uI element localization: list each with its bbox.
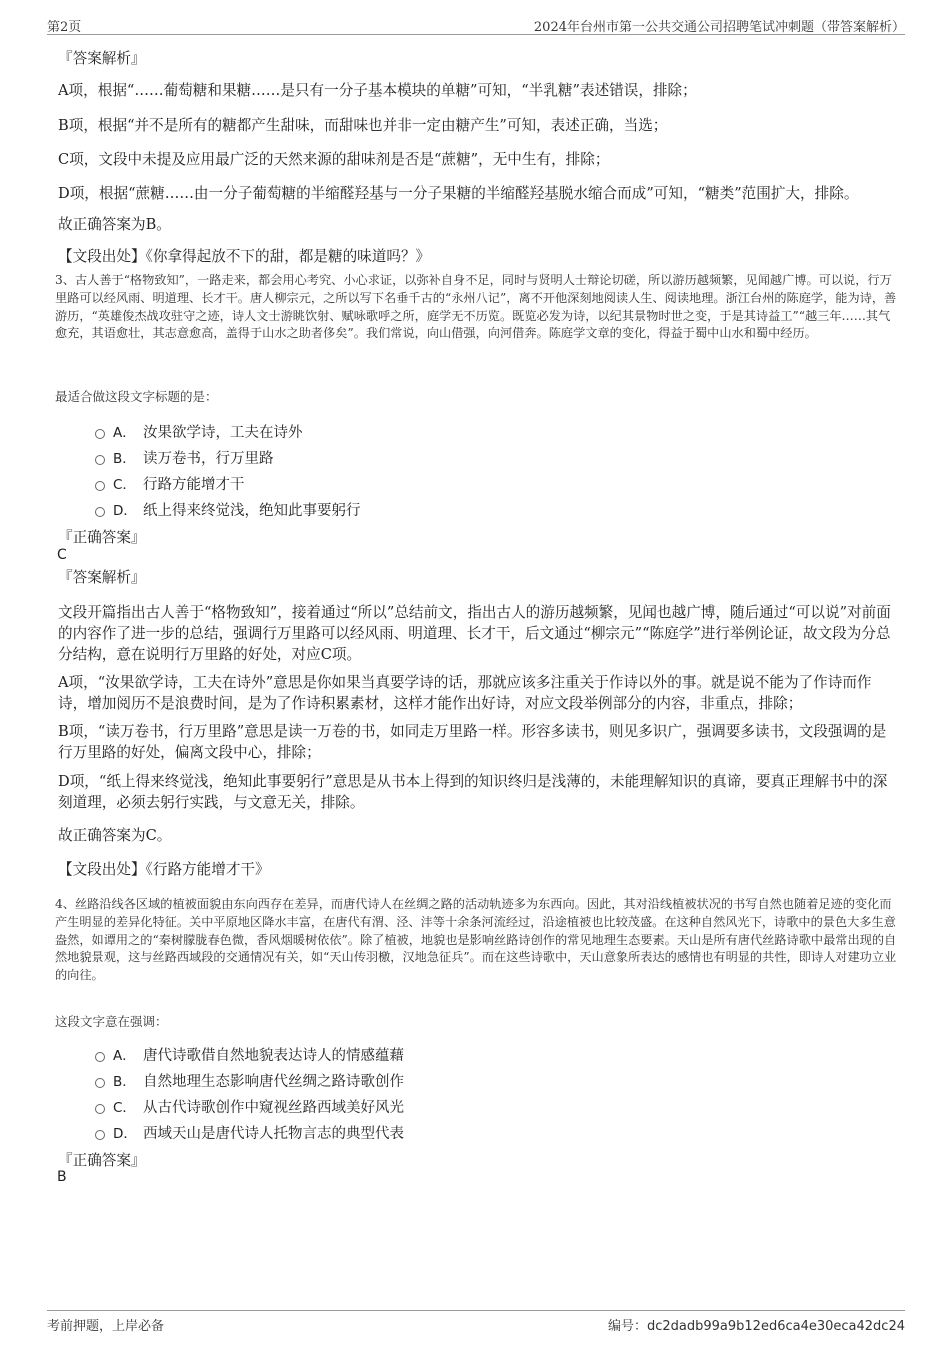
q2-conclusion: 故正确答案为B。 [58, 216, 171, 233]
q4-option-b[interactable]: B． 自然地理生态影响唐代丝绸之路诗歌创作 [95, 1070, 404, 1092]
q3-correct-label: 『正确答案』 [58, 529, 146, 546]
q3-analysis-b: B项，“读万卷书，行万里路”意思是读一万卷的书，如同走万里路一样。形容多读书，则见多识广，强调要多读书，文段强调的是行万里路的好处，偏离文段中心，排除； [58, 723, 887, 761]
q2-source: 【文段出处】《你拿得起放不下的甜，都是糖的味道吗？》 [58, 248, 431, 265]
q3-option-b[interactable]: B． 读万卷书，行万里路 [95, 447, 274, 469]
footer-slogan: 考前押题，上岸必备 [47, 1319, 165, 1334]
q3-option-c[interactable]: C． 行路方能增才干 [95, 473, 245, 495]
q3-correct-answer: C [57, 547, 67, 563]
radio-icon[interactable] [95, 481, 105, 491]
q4-option-a[interactable]: A． 唐代诗歌借自然地貌表达诗人的情感蕴藉 [95, 1044, 404, 1066]
q2-analysis-b: B项，根据“并不是所有的糖都产生甜味，而甜味也并非一定由糖产生”可知，表述正确，当选； [58, 117, 668, 134]
q2-analysis-c: C项，文段中未提及应用最广泛的天然来源的甜味剂是否是“蔗糖”，无中生有，排除； [58, 151, 610, 168]
q4-passage: 4、丝路沿线各区域的植被面貌由东向西存在差异，而唐代诗人在丝绸之路的活动轨迹多为东西向。因此，其对沿线植被状况的书写自然也随着足迹的变化而产生明显的差异化特征。关中平原地区降水丰富，在唐代有渭、泾、沣等十余条河流经过，沿途植被也比较茂盛。在这种自然风光下，诗歌中的景色大多生意盎然，如谭用之的“秦树朦胧春色微，香风烟暖树依依”。除了植被，地貌也是影响丝路诗创作的常见地理生态要素。天山是所有唐代丝路诗歌中最常出现的自然地貌景观，这与丝路西域段的交通情况有关，如“天山传羽檄，汉地急征兵”。而在这些诗歌中，天山意象所表达的感情也有明显的共性，即诗人对建功立业的向往。 [55, 897, 897, 983]
page-number: 第2页 [47, 20, 82, 35]
q2-analysis-d: D项，根据“蔗糖……由一分子葡萄糖的半缩醛羟基与一分子果糖的半缩醛羟基脱水缩合而成”可知，“糖类”范围扩大，排除。 [58, 185, 859, 202]
q4-question: 这段文字意在强调： [55, 1014, 168, 1029]
radio-icon[interactable] [95, 455, 105, 465]
q2-analysis-a: A项，根据“……葡萄糖和果糖……是只有一分子基本模块的单糖”可知，“半乳糖”表述错误，排除； [58, 82, 697, 99]
radio-icon[interactable] [95, 1104, 105, 1114]
radio-icon[interactable] [95, 507, 105, 517]
document-code: 编号：dc2dadb99a9b12ed6ca4e30eca42dc24 [607, 1319, 905, 1334]
page-header [47, 14, 905, 35]
q3-analysis-label: 『答案解析』 [58, 569, 146, 586]
radio-icon[interactable] [95, 1130, 105, 1140]
q3-option-a[interactable]: A． 汝果欲学诗，工夫在诗外 [95, 421, 303, 443]
document-title: 2024年台州市第一公共交通公司招聘笔试冲刺题（带答案解析） [533, 20, 905, 35]
q4-correct-label: 『正确答案』 [58, 1152, 146, 1169]
q3-analysis-d: D项，“纸上得来终觉浅，绝知此事要躬行”意思是从书本上得到的知识终归是浅薄的，未能理解知识的真谛，要真正理解书中的深刻道理，必须去躬行实践，与文意无关，排除。 [58, 773, 888, 811]
radio-icon[interactable] [95, 1052, 105, 1062]
q3-analysis-intro: 文段开篇指出古人善于“格物致知”，接着通过“所以”总结前文，指出古人的游历越频繁，见闻也越广博，随后通过“可以说”对前面的内容作了进一步的总结，强调行万里路可以经风雨、明道理、长才干，后文通过“柳宗元”“陈庭学”进行举例论证，故文段为分总分结构，意在说明行万里路的好处，对应C项。 [58, 604, 891, 663]
q4-option-d[interactable]: D． 西域天山是唐代诗人托物言志的典型代表 [95, 1122, 404, 1144]
q3-question: 最适合做这段文字标题的是： [55, 389, 218, 404]
radio-icon[interactable] [95, 429, 105, 439]
q3-analysis-a: A项，“汝果欲学诗，工夫在诗外”意思是你如果当真要学诗的话，那就应该多注重关于作诗以外的事。就是说不能为了作诗而作诗，增加阅历不是浪费时间，是为了作诗积累素材，这样才能作出好诗，对应文段举例部分的内容，非重点，排除； [58, 674, 872, 712]
q2-analysis-label: 『答案解析』 [58, 50, 146, 67]
q3-conclusion: 故正确答案为C。 [58, 827, 172, 844]
q4-option-c[interactable]: C． 从古代诗歌创作中窥视丝路西域美好风光 [95, 1096, 404, 1118]
page-footer [47, 1310, 905, 1333]
q3-passage: 3、古人善于“格物致知”，一路走来，都会用心考究、小心求证，以弥补自身不足，同时与贤明人士辩论切磋，所以游历越频繁，见闻越广博。可以说，行万里路可以经风雨、明道理、长才干。唐人柳宗元，之所以写下名垂千古的“永州八记”，离不开他深刻地阅读人生、阅读地理。浙江台州的陈庭学，能为诗，善游历，“英雄俊杰战攻驻守之迹，诗人文士游眺饮射、赋咏歌呼之所，庭学无不历览。既览必发为诗，以纪其景物时世之变，于是其诗益工”“越三年……其气愈充，其语愈壮，其志意愈高，盖得于山水之助者侈矣”。我们常说，向山借强，向河借奔。陈庭学文章的变化，得益于蜀中山水和蜀中经历。 [55, 273, 897, 341]
q3-source: 【文段出处】《行路方能增才干》 [58, 861, 270, 878]
q3-option-d[interactable]: D． 纸上得来终觉浅，绝知此事要躬行 [95, 499, 361, 521]
radio-icon[interactable] [95, 1078, 105, 1088]
q4-correct-answer: B [57, 1169, 67, 1185]
